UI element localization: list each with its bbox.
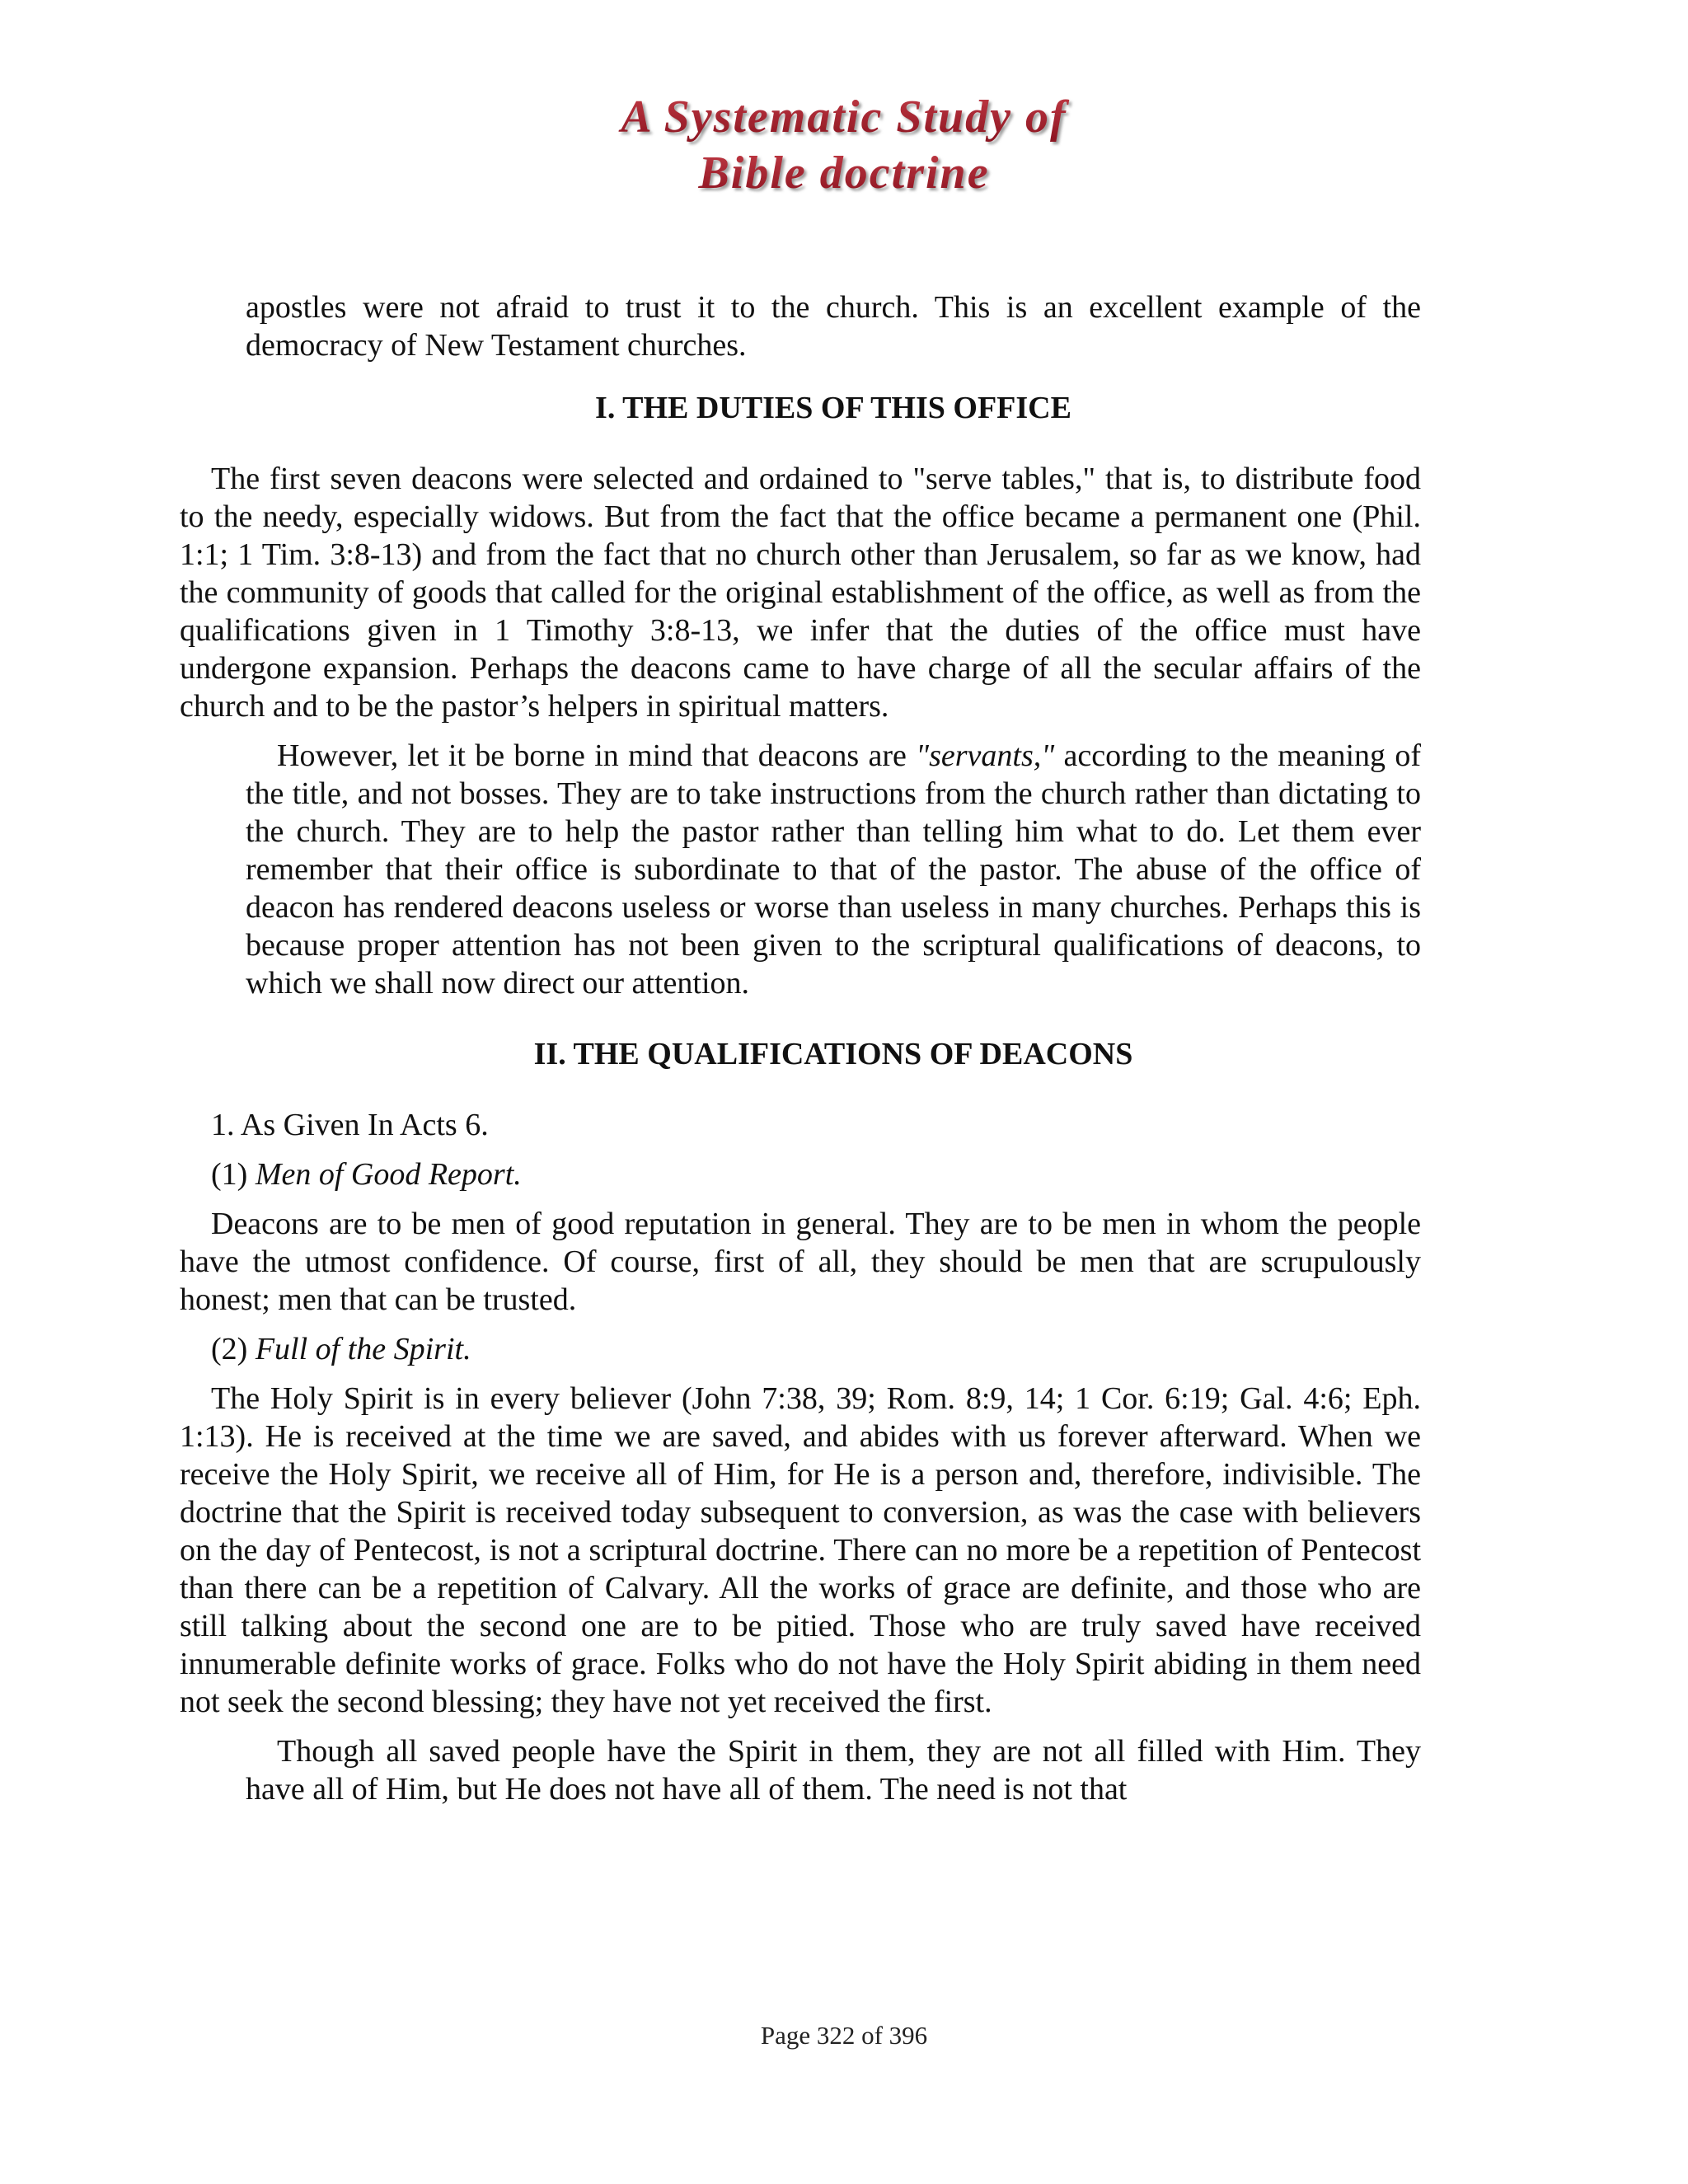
title-logo — [514, 82, 1174, 214]
text-span: according to the meaning of the title, and not bosses. They are to take instructions from the church rather than dictating to the church. They are to help the pastor rather than telling him what to do. Let them ever remember that their office is subordinate to that of the pastor. The abuse of the office of deacon has rendered deacons useless or worse than useless in many churches. Perhaps this is because proper attention has not been given to the scriptural qualifications of deacons, to which we shall now direct our attention. — [246, 738, 1421, 1001]
item-number: (2) — [211, 1332, 256, 1366]
section-heading-qualifications: II. THE QUALIFICATIONS OF DEACONS — [533, 1037, 1133, 1071]
item-title: Full of the Spirit. — [255, 1332, 471, 1366]
header-banner — [0, 82, 1688, 214]
paragraph-servants — [246, 737, 1421, 1002]
list-item-acts-6: 1. As Given In Acts 6. — [211, 1108, 489, 1142]
paragraph-duties: The first seven deacons were selected and ordained to "serve tables," that is, to distribute food to the needy, especially widows. But from the fact that the office became a permanent one (Phil. 1:1; 1 Tim. 3:8-13) and from the fact that no church other than Jerusalem, so far as we know, had the community of goods that called for the original establishment of the office, as well as from the qualifications given in 1 Timothy 3:8-13, we infer that the duties of the office must have undergone expansion. Perhaps the deacons came to have charge of all the secular affairs of the church and to be the pastor’s helpers in spiritual matters. — [180, 462, 1421, 724]
paragraph-filled: Though all saved people have the Spirit in them, they are not all filled with Him. They have all of Him, but He does not have all of them. The need is not that — [246, 1734, 1421, 1807]
page-content — [180, 288, 1421, 1820]
item-title: Men of Good Report. — [255, 1157, 522, 1192]
paragraph-continued: apostles were not afraid to trust it to the church. This is an excellent example of the democracy of New Testament churches. — [246, 290, 1421, 363]
emphasis-servants: "servants," — [916, 738, 1055, 773]
paragraph-holy-spirit: The Holy Spirit is in every believer (John 7:38, 39; Rom. 8:9, 14; 1 Cor. 6:19; Gal. 4:6; Eph. 1:13). He is received at the time we are saved, and abides with us forever afterward. When we receive the Holy Spirit, we receive all of Him, for He is a person and, therefore, indivisible. The doctrine that the Spirit is received today subsequent to conversion, as was the case with believers on the day of Pentecost, is not a scriptural doctrine. There can no more be a repetition of Pentecost than there can be a repetition of Calvary. All the works of grace are definite, and those who are still talking about the second one are to be pitied. Those who are truly saved have received innumerable definite works of grace. Folks who do not have the Holy Spirit abiding in them need not seek the second blessing; they have not yet received the first. — [180, 1381, 1421, 1719]
paragraph-good-report: Deacons are to be men of good reputation in general. They are to be men in whom the people have the utmost confidence. Of course, first of all, they should be men that are scrupulously honest; men that can be trusted. — [180, 1207, 1421, 1317]
section-heading-duties: I. THE DUTIES OF THIS OFFICE — [595, 391, 1071, 425]
list-item-good-report — [180, 1155, 1421, 1193]
title-line-2: Bible doctrine — [698, 148, 990, 199]
item-number: (1) — [211, 1157, 256, 1192]
list-item-full-of-spirit — [180, 1330, 1421, 1368]
page-number: Page 322 of 396 — [760, 2021, 928, 2050]
title-line-1: A Systematic Study of — [621, 91, 1067, 143]
text-span: However, let it be borne in mind that deacons are — [277, 738, 917, 773]
